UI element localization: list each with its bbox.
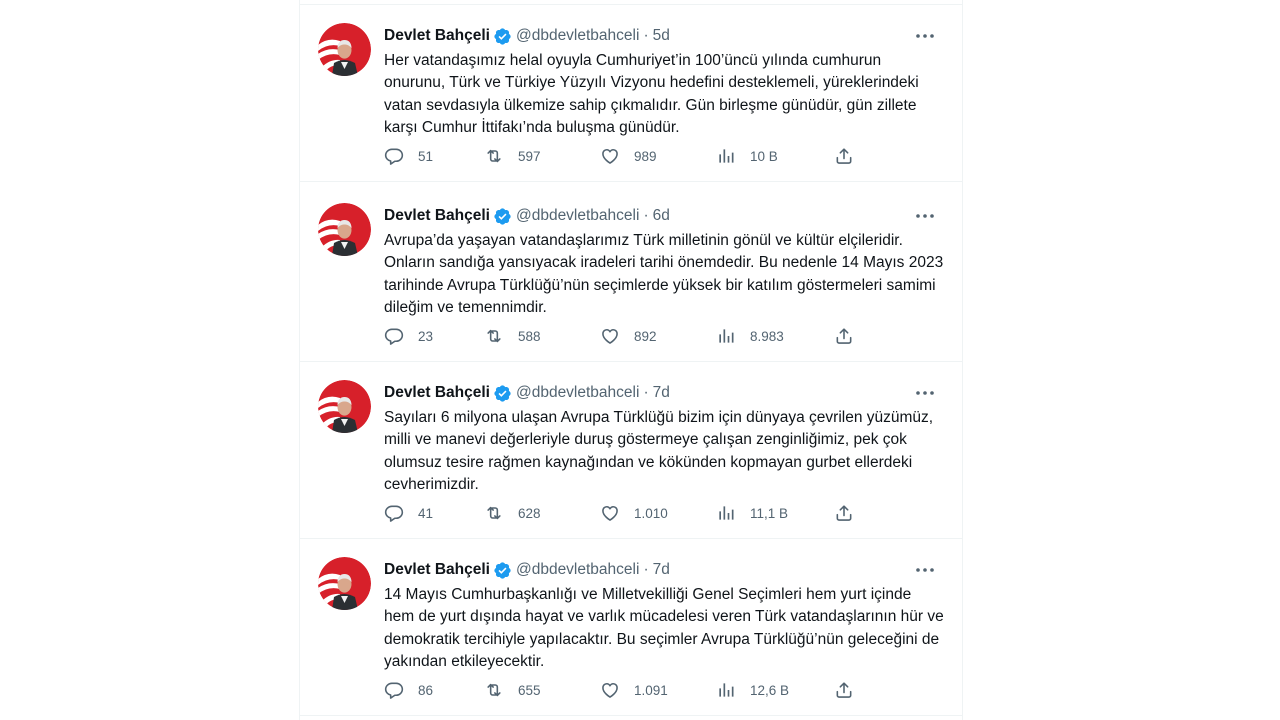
retweet-button[interactable] [484,325,541,347]
tweet-timestamp[interactable]: 7d [652,384,670,401]
avatar[interactable] [318,203,371,256]
heart-icon [600,680,620,700]
retweet-icon [484,680,504,700]
share-button[interactable] [834,502,854,524]
share-button[interactable] [834,325,854,347]
reply-count: 86 [418,682,434,698]
reply-count: 23 [418,328,434,344]
tweet-text: 14 Mayıs Cumhurbaşkanlığı ve Milletvekilliği Genel Seçimleri hem yurt içinde hem de yurt dışında hayat ve varlık mücadelesi veren Türk vatandaşlarının hür ve demokratik tercihiyle yapılacaktır. Bu seçimler Avrupa Türklüğü’nün geleceğini de yakından etkileyecektir. [384,586,944,670]
reply-button[interactable] [384,679,433,701]
tweet-text: Her vatandaşımız helal oyuyla Cumhuriyet’in 100’üncü yılında cumhurun onurunu, Türk ve Türkiye Yüzyılı Vizyonu hedefini desteklemeli, yüreklerindeki vatan sevdasıyla ülkemize sahip çıkmalıdır. Gün birleşme günüdür, gün zillete karşı Cumhur İttifakı’nda buluşma günüdür. [384,52,919,136]
view-count: 8.983 [750,328,784,344]
verified-badge-icon[interactable] [493,384,512,403]
more-dots-icon [915,390,935,396]
view-count: 10 B [750,148,778,164]
avatar-image [318,557,371,610]
views-button[interactable] [716,325,784,347]
retweet-button[interactable] [484,502,541,524]
separator-dot: · [643,384,649,401]
share-icon [834,146,854,166]
heart-icon [600,146,620,166]
like-button[interactable] [600,679,668,701]
retweet-icon [484,146,504,166]
tweet-header [384,382,946,404]
author-handle[interactable]: @dbdevletbahceli [515,207,640,224]
avatar-image [318,23,371,76]
tweet[interactable] [300,185,962,362]
share-icon [834,326,854,346]
author-name[interactable]: Devlet Bahçeli [384,561,490,578]
tweet[interactable] [300,539,962,716]
tweet[interactable] [300,5,962,182]
view-count: 12,6 B [750,682,790,698]
more-dots-icon [915,213,935,219]
reply-icon [384,680,404,700]
tweet-timestamp[interactable]: 7d [652,561,670,578]
more-button[interactable] [910,382,940,404]
action-bar [384,145,854,167]
reply-icon [384,146,404,166]
views-button[interactable] [716,502,788,524]
avatar[interactable] [318,380,371,433]
like-button[interactable] [600,325,657,347]
tweet[interactable] [300,362,962,539]
avatar-image [318,203,371,256]
more-dots-icon [915,567,935,573]
action-bar [384,325,854,347]
like-count: 1.010 [634,505,668,521]
retweet-count: 588 [518,328,541,344]
separator-dot: · [643,561,649,578]
more-dots-icon [915,33,935,39]
share-button[interactable] [834,145,854,167]
tweet-timestamp[interactable]: 5d [652,27,670,44]
retweet-button[interactable] [484,679,541,701]
tweet-text: Avrupa’da yaşayan vatandaşlarımız Türk milletinin gönül ve kültür elçileridir. Onların sandığa yansıyacak iradeleri tarihi önemdedir. Bu nedenle 14 Mayıs 2023 tarihinde Avrupa Türklüğü’nün seçimlerde yüksek bir katılım göstermeleri samimi dileğim ve temennimdir. [384,232,944,316]
like-count: 989 [634,148,657,164]
tweet-timestamp[interactable]: 6d [652,207,670,224]
more-button[interactable] [910,205,940,227]
author-handle[interactable]: @dbdevletbahceli [515,384,640,401]
verified-badge-icon[interactable] [493,27,512,46]
avatar-image [318,380,371,433]
view-count: 11,1 B [750,505,789,521]
author-handle[interactable]: @dbdevletbahceli [515,561,640,578]
like-count: 892 [634,328,657,344]
share-icon [834,680,854,700]
heart-icon [600,503,620,523]
views-chart-icon [716,503,736,523]
reply-icon [384,326,404,346]
tweet-header [384,559,946,581]
reply-count: 41 [418,505,434,521]
verified-badge-icon[interactable] [493,207,512,226]
retweet-icon [484,503,504,523]
author-handle[interactable]: @dbdevletbahceli [515,27,640,44]
retweet-icon [484,326,504,346]
views-chart-icon [716,680,736,700]
author-name[interactable]: Devlet Bahçeli [384,384,490,401]
views-button[interactable] [716,679,789,701]
reply-button[interactable] [384,145,433,167]
separator-dot: · [643,207,649,224]
avatar[interactable] [318,23,371,76]
retweet-count: 628 [518,505,541,521]
like-button[interactable] [600,502,668,524]
more-button[interactable] [910,559,940,581]
timeline [299,0,963,720]
reply-icon [384,503,404,523]
views-chart-icon [716,326,736,346]
reply-count: 51 [418,148,434,164]
reply-button[interactable] [384,502,433,524]
like-count: 1.091 [634,682,668,698]
action-bar [384,679,854,701]
separator-dot: · [643,27,649,44]
tweet-text: Sayıları 6 milyona ulaşan Avrupa Türklüğü bizim için dünyaya çevrilen yüzümüz, milli ve manevi değerleriyle duruş göstermeye çalışan zenginliğimiz, pek çok olumsuz tesire rağmen kaynağından ve kökünden kopmayan gurbet ellerdeki cevherimizdir. [384,409,934,493]
views-button[interactable] [716,145,778,167]
author-name[interactable]: Devlet Bahçeli [384,27,490,44]
retweet-button[interactable] [484,145,541,167]
views-chart-icon [716,146,736,166]
more-button[interactable] [910,25,940,47]
avatar[interactable] [318,557,371,610]
tweet-header [384,205,946,227]
retweet-count: 655 [518,682,541,698]
heart-icon [600,326,620,346]
author-name[interactable]: Devlet Bahçeli [384,207,490,224]
verified-badge-icon[interactable] [493,561,512,580]
retweet-count: 597 [518,148,541,164]
like-button[interactable] [600,145,657,167]
share-button[interactable] [834,679,854,701]
share-icon [834,503,854,523]
action-bar [384,502,854,524]
reply-button[interactable] [384,325,433,347]
tweet-header [384,25,946,47]
